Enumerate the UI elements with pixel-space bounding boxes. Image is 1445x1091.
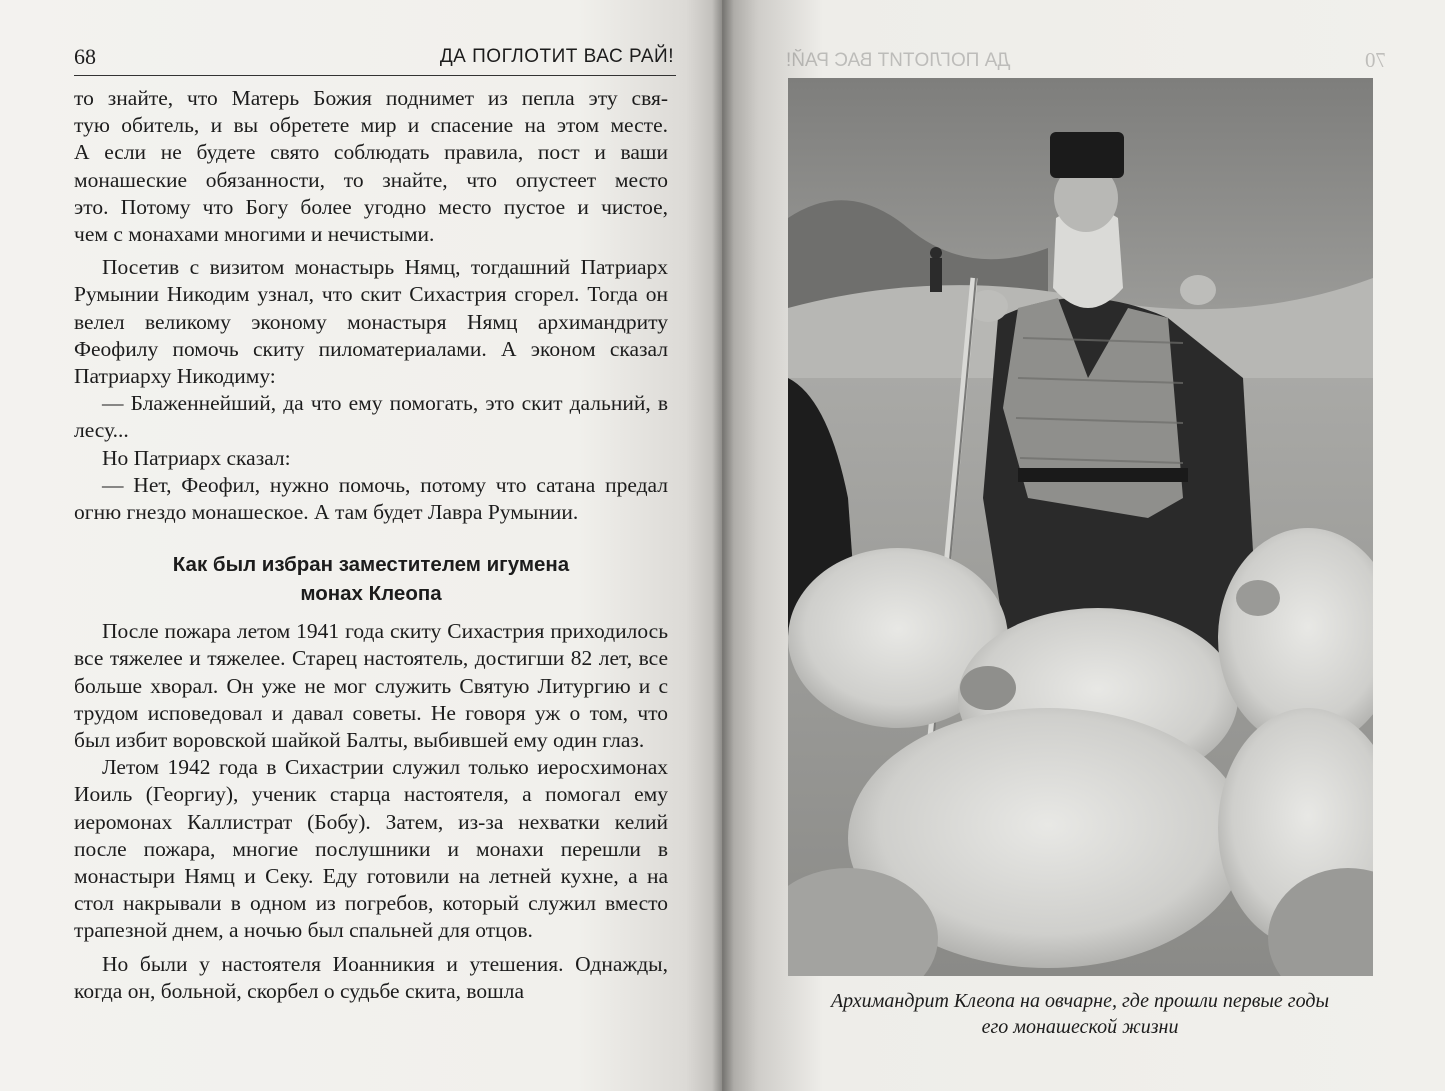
photo-archimandrite-cleopa <box>788 78 1373 976</box>
ghost-running-title: ДА ПОГЛОТИТ ВАС РАЙ! <box>786 50 1011 71</box>
page-number: 68 <box>74 44 96 69</box>
caption-line: Архимандрит Клеопа на овчарне, где прошли первые годы <box>830 990 1330 1012</box>
right-running-head <box>786 48 1386 74</box>
paragraph: Но Патриарх сказал: <box>102 445 291 470</box>
running-title: ДА ПОГЛОТИТ ВАС РАЙ! <box>439 46 674 67</box>
text-line: А если не будете свято соблюдать правила, пост и ваши <box>74 140 668 165</box>
text-line: тую обитель, и вы обретете мир и спасение на этом месте. <box>74 113 668 138</box>
book-gutter <box>712 0 734 1091</box>
section-heading-line: монах Клеопа <box>300 582 442 606</box>
paragraph: — Нет, Феофил, нужно помочь, потому что сатана предал огню гнездо монашеское. А там будет Лавра Румынии. <box>74 472 668 525</box>
left-running-head <box>74 44 674 74</box>
ghost-page-number: 70 <box>1365 48 1386 72</box>
photo-caption <box>800 988 1360 1040</box>
paragraph: — Блаженнейший, да что ему помогать, это скит дальний, в лесу... <box>74 391 668 443</box>
left-page-text <box>74 85 668 1005</box>
section-heading <box>74 550 668 608</box>
section-heading-line: Как был избран заместителем игумена <box>172 553 570 577</box>
paragraph: Летом 1942 года в Сихастрии служил только иеросхимонах Иоиль (Георгиу), ученик старца настоятеля, а помогал ему иеромонах Каллистрат (Бобу). Затем, из-за нехватки келий после пожара, многие послушники и монахи перешли в монастыри Нямц и Секу. Еду готовили на летней кухне, а на стол накрывали в одном из погребов, который служил вместо трапезной днем, а ночью был спальней для отцов. <box>74 755 668 943</box>
header-rule <box>74 75 676 76</box>
paragraph: Но были у настоятеля Иоанникия и утешения. Однажды, когда он, больной, скорбел о судьбе скита, вошла <box>74 951 668 1003</box>
text-line: монашеские обязанности, то знайте, что опустеет место <box>74 167 668 192</box>
paragraph: Посетив с визитом монастырь Нямц, тогдашний Патриарх Румынии Никодим узнал, что скит Сихастрия сгорел. Тогда он велел великому эконому монастыря Нямц архимандриту Феофилу помочь скиту пиломатериалами. А эконом сказал Патриарху Никодиму: <box>74 255 668 389</box>
paragraph: После пожара летом 1941 года скиту Сихастрия приходилось все тяжелее и тяжелее. Старец настоятель, достигши 82 лет, все больше хворал. Он уже не мог служить Святую Литургию и с трудом исповедовал и давал советы. Не говоря уж о том, что был избит воровской шайкой Балты, выбившей ему один глаз. <box>74 619 668 753</box>
text-line: чем с монахами многими и нечистыми. <box>74 222 435 247</box>
text-line: это. Потому что Богу более угодно место пустое и чистое, <box>74 194 668 219</box>
photo-illustration <box>788 78 1373 976</box>
caption-line: его монашеской жизни <box>981 1016 1179 1038</box>
text-line: то знайте, что Матерь Божия поднимет из пепла эту свя- <box>74 86 668 110</box>
